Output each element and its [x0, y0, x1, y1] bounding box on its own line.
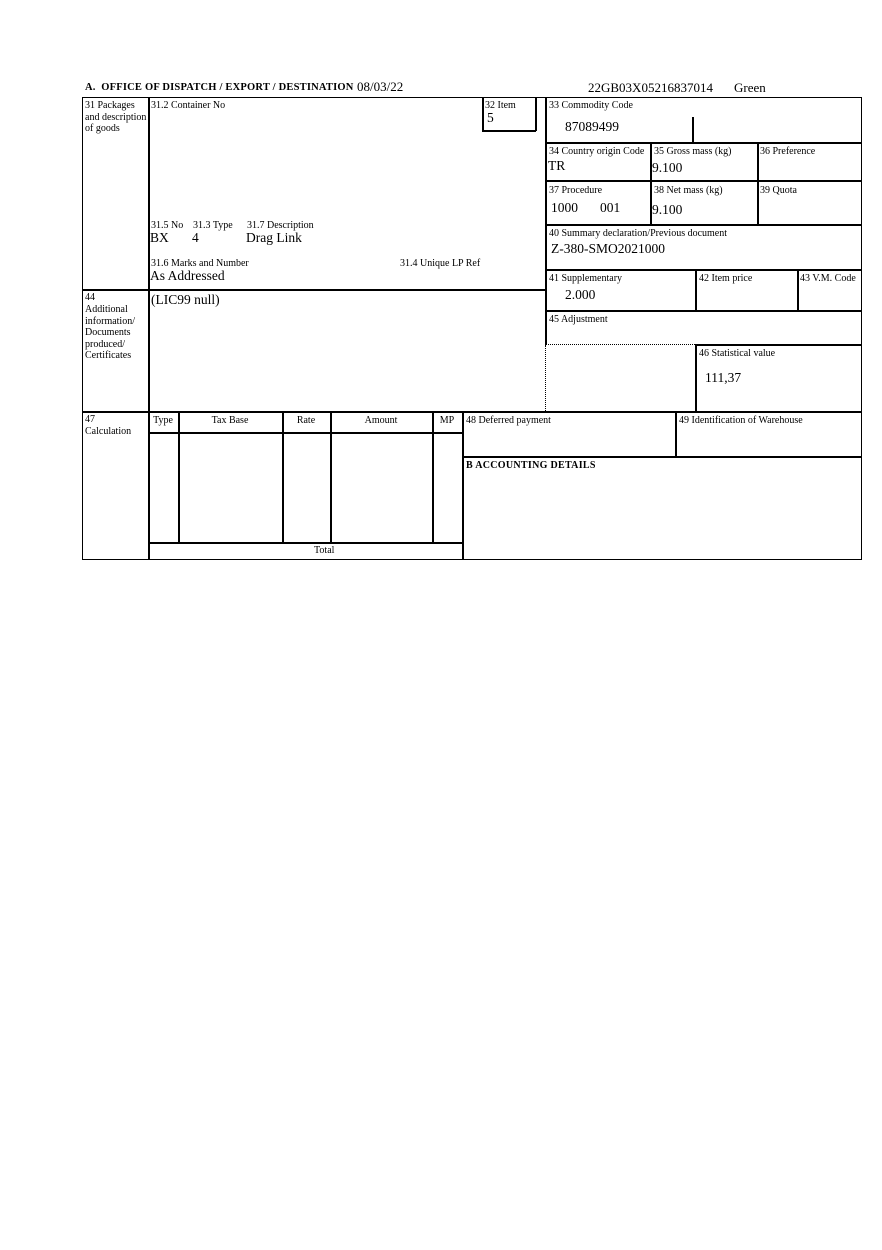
procedure-category-value: 001: [600, 200, 621, 215]
supplementary-units-label: 41 Supplementary: [549, 273, 623, 284]
accounting-details-label: B ACCOUNTING DETAILS: [466, 460, 596, 471]
grid-line: [545, 310, 862, 312]
item-price-label: 42 Item price: [699, 273, 753, 284]
grid-line: [545, 224, 862, 226]
declaration-date: 08/03/22: [357, 79, 404, 94]
grid-line: [675, 411, 677, 457]
tax-column-header-mp: MP: [439, 415, 455, 426]
procedure-label: 37 Procedure: [549, 185, 603, 196]
country-origin-value: TR: [548, 158, 566, 173]
dotted-grid-line: [545, 345, 546, 411]
adjustment-label: 45 Adjustment: [549, 314, 608, 325]
procedure-code-value: 1000: [551, 200, 578, 215]
box47-number: 47: [85, 414, 95, 425]
grid-line: [148, 432, 462, 434]
marks-and-number-label: 31.6 Marks and Number: [151, 258, 249, 269]
commodity-code-label: 33 Commodity Code: [549, 100, 633, 111]
commodity-code-subdivision-line: [692, 117, 694, 143]
goods-description-value: Drag Link: [246, 230, 302, 245]
statistical-value-label: 46 Statistical value: [699, 348, 776, 359]
statistical-value-value: 111,37: [705, 370, 742, 385]
grid-line: [695, 270, 697, 311]
box44-side-label: Additional information/ Documents produced/ Certificates: [85, 304, 135, 361]
grid-line: [482, 130, 536, 132]
commodity-code-value: 87089499: [565, 119, 619, 134]
tax-total-label: Total: [314, 545, 335, 556]
box44-number: 44: [85, 292, 95, 303]
container-no-label: 31.2 Container No: [151, 100, 226, 111]
grid-line: [545, 142, 862, 144]
office-of-dispatch-label: A. OFFICE OF DISPATCH / EXPORT / DESTINATION: [85, 82, 354, 93]
box47-side-label: Calculation: [85, 426, 132, 437]
summary-declaration-value: Z-380-SMO2021000: [551, 241, 665, 256]
dotted-grid-line: [545, 344, 695, 345]
summary-declaration-label: 40 Summary declaration/Previous document: [549, 228, 728, 239]
country-origin-label: 34 Country origin Code: [549, 146, 645, 157]
tax-column-header-type: Type: [153, 415, 173, 426]
net-mass-label: 38 Net mass (kg): [654, 185, 723, 196]
packages-type-value: 4: [192, 230, 199, 245]
item-number-value: 5: [487, 110, 494, 125]
grid-line: [148, 97, 150, 560]
gross-mass-value: 9.100: [652, 160, 683, 175]
unique-lp-ref-label: 31.4 Unique LP Ref: [400, 258, 481, 269]
packages-no-label: 31.5 No: [151, 220, 184, 231]
grid-line: [482, 97, 484, 131]
grid-line: [545, 180, 862, 182]
preference-label: 36 Preference: [760, 146, 816, 157]
grid-line: [757, 143, 759, 225]
marks-and-number-value: As Addressed: [150, 268, 225, 283]
grid-line: [148, 542, 462, 544]
box31-side-label: 31 Packages and description of goods: [85, 100, 147, 134]
warehouse-identification-label: 49 Identification of Warehouse: [679, 415, 803, 426]
grid-line: [797, 270, 799, 311]
supplementary-units-value: 2.000: [565, 287, 596, 302]
packages-no-value: BX: [150, 230, 169, 245]
item-number-label: 32 Item: [485, 100, 516, 111]
additional-information-value: (LIC99 null): [151, 292, 220, 307]
routing-status: Green: [734, 80, 766, 95]
grid-line: [462, 456, 862, 458]
grid-line: [535, 97, 537, 131]
grid-line: [695, 344, 862, 346]
grid-line: [82, 289, 545, 291]
vm-code-label: 43 V.M. Code: [800, 273, 856, 284]
deferred-payment-label: 48 Deferred payment: [466, 415, 551, 426]
grid-line: [545, 269, 862, 271]
gross-mass-label: 35 Gross mass (kg): [654, 146, 732, 157]
movement-reference-number: 22GB03X05216837014: [588, 80, 713, 95]
quota-label: 39 Quota: [760, 185, 797, 196]
tax-column-header-rate: Rate: [296, 415, 316, 426]
grid-line: [462, 411, 464, 560]
net-mass-value: 9.100: [652, 202, 683, 217]
grid-line: [695, 345, 697, 411]
tax-column-header-tax-base: Tax Base: [211, 415, 249, 426]
form-outer-frame: [82, 97, 862, 560]
tax-column-header-amount: Amount: [364, 415, 398, 426]
packages-type-label: 31.3 Type: [193, 220, 233, 231]
goods-description-label: 31.7 Description: [247, 220, 314, 231]
grid-line: [545, 97, 547, 345]
